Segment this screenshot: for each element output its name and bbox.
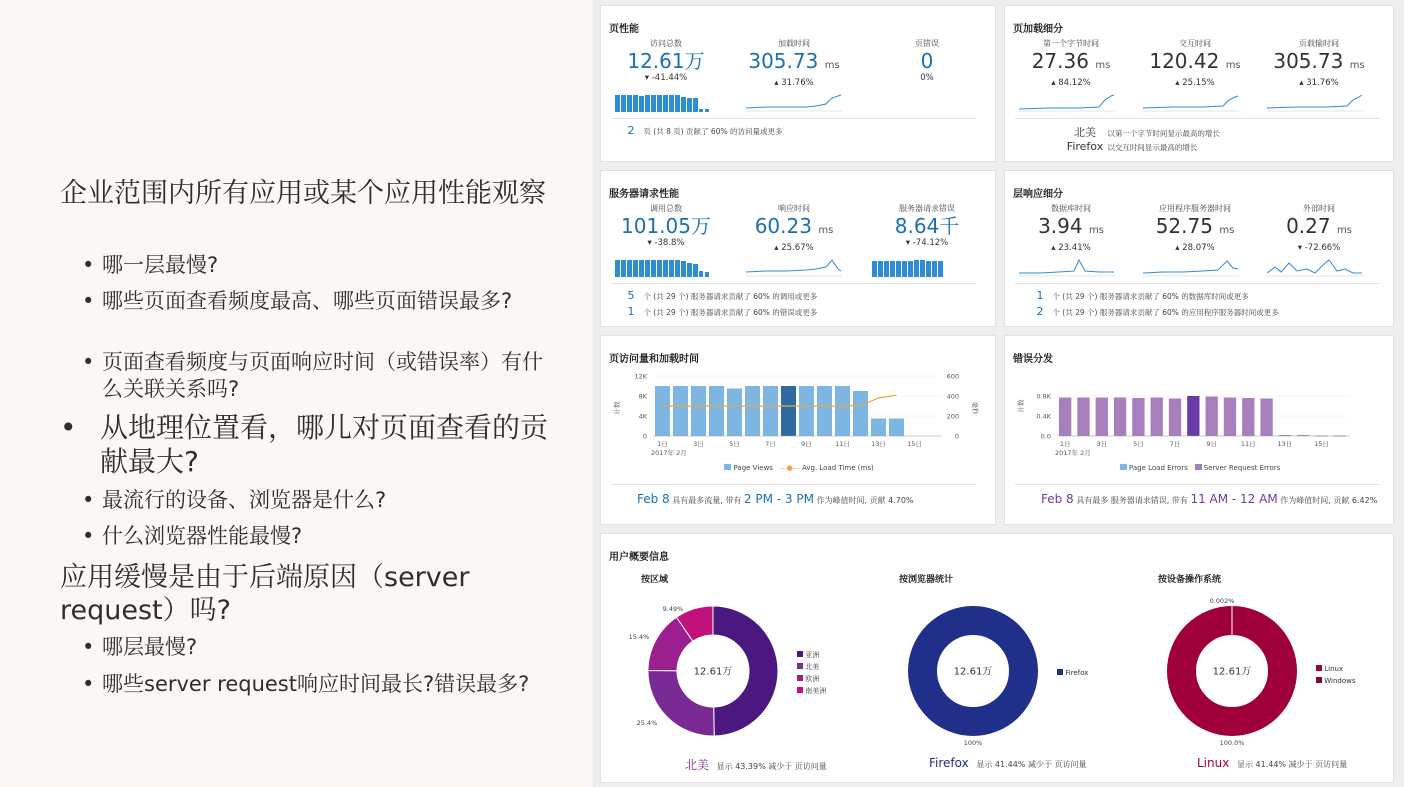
divider — [611, 118, 976, 119]
page-views-bar — [889, 419, 904, 437]
metric-value: 27.36 — [1031, 49, 1089, 73]
bullet-item: • 哪些页面查看频度最高、哪些页面错误最多? — [82, 289, 513, 313]
server-request-panel[interactable] — [600, 170, 996, 327]
page-performance-panel[interactable] — [600, 5, 996, 162]
legend-swatch — [797, 675, 803, 681]
page-views-bar — [799, 386, 814, 436]
os-legend: Linux Windows — [1316, 663, 1355, 687]
donut-center-value: 12.61万 — [693, 666, 733, 678]
peak-errors-note: Feb 8 具有最多 服务器请求错误, 带有 11 AM - 12 AM 作为峰值时间, 贡献 6.42% — [1041, 492, 1378, 506]
metric-value: 3.94 — [1038, 214, 1083, 238]
response-sparkline — [746, 257, 842, 277]
server-errors-bar — [1059, 398, 1071, 437]
x-tick-label: 13日 — [871, 440, 886, 448]
donut-center-value: 12.61万 — [1212, 666, 1252, 678]
x-tick-label: 15日 — [1314, 440, 1329, 448]
donut-slice — [648, 671, 714, 736]
heading-geography: • 从地理位置看，哪儿对页面查看的贡献最大? — [60, 411, 549, 478]
page-contribution-note: 2 页 (共 8 页) 贡献了 60% 的访问量或更多 — [627, 124, 783, 137]
page-views-bar — [673, 386, 688, 436]
divider — [611, 283, 976, 284]
server-errors-sparkbar — [872, 257, 972, 277]
page-views-bar — [853, 391, 868, 436]
bullet-item: • 哪一层最慢? — [82, 253, 219, 277]
x-tick-label: 7日 — [1169, 440, 1181, 448]
metric-ttfb: 第一个字节时间 27.36 ms ▴ 84.12% — [1031, 39, 1111, 88]
donut-center-value: 12.61万 — [953, 666, 993, 678]
server-errors-bar — [1169, 399, 1181, 437]
x-tick-label: 5日 — [1133, 440, 1144, 448]
slice-label: 25.4% — [636, 719, 658, 727]
error-distribution-panel[interactable] — [1004, 335, 1394, 525]
region-footer: 北美 显示 43.39% 减少于 页访问量 — [685, 758, 827, 772]
slide-text-area — [0, 0, 590, 787]
tier-response-panel[interactable] — [1004, 170, 1394, 327]
page-views-bar — [763, 386, 778, 436]
metric-value: 305.73 — [1273, 49, 1344, 73]
db-contribution-note: 1 个 (共 29 个) 服务器请求贡献了 60% 的数据库时间或更多 — [1036, 289, 1249, 302]
x-tick-label: 1日 — [1059, 440, 1071, 448]
y2-tick-label: 600 — [946, 372, 959, 381]
page-load-breakdown-panel[interactable] — [1004, 5, 1394, 162]
panel-title: 层响应细分 — [1013, 189, 1063, 200]
x-tick-label: 11日 — [1240, 440, 1256, 448]
metric-value: 12.61万 — [627, 49, 705, 73]
calls-sparkbar — [615, 257, 715, 277]
metric-value: 8.64千 — [894, 214, 960, 238]
metric-value: 120.42 — [1149, 49, 1220, 73]
errors-legend: Page Load Errors Server Request Errors — [1005, 464, 1395, 472]
page-views-bar — [745, 386, 760, 436]
peak-traffic-note: Feb 8 具有最多流量, 带有 2 PM - 3 PM 作为峰值时间, 贡献 4.70% — [637, 492, 914, 506]
metric-visits: 访问总数 12.61万 ▾ -41.44% — [606, 38, 726, 83]
os-donut-chart — [1140, 589, 1340, 749]
y-tick-label: 8K — [638, 392, 647, 401]
x-axis-sublabel: 2017年 2月 — [651, 449, 687, 457]
server-errors-bar — [1260, 399, 1272, 437]
metric-value: 52.75 — [1155, 214, 1213, 238]
metric-value: 60.23 — [754, 214, 812, 238]
external-sparkline — [1267, 257, 1363, 277]
errors-contribution-note: 1 个 (共 29 个) 服务器请求贡献了 60% 的错误或更多 — [627, 305, 818, 318]
metric-interactive: 交互时间 120.42 ms ▴ 25.15% — [1149, 39, 1241, 88]
x-tick-label: 7日 — [765, 440, 776, 448]
server-errors-bar — [1224, 398, 1236, 437]
metric-value: 101.05万 — [621, 214, 711, 238]
views-legend: Page Views —●— Avg. Load Time (ms) — [601, 464, 997, 472]
legend-swatch — [1057, 669, 1063, 675]
page-views-bar — [835, 386, 850, 436]
server-errors-bar — [1151, 398, 1163, 437]
page-views-bar — [655, 386, 670, 436]
panel-title: 服务器请求性能 — [609, 189, 679, 200]
apm-dashboard — [593, 0, 1404, 787]
donut-title-os: 按设备操作系统 — [1158, 575, 1222, 585]
slice-label: 100% — [963, 739, 983, 747]
divider — [1015, 118, 1380, 119]
metric-page-load: 页载输时间 305.73 ms ▴ 31.76% — [1273, 39, 1365, 88]
x-tick-label: 1日 — [657, 440, 668, 448]
page-views-bar — [727, 389, 742, 437]
server-errors-bar — [1242, 398, 1254, 436]
page-views-bar — [871, 419, 886, 437]
x-tick-label: 5日 — [729, 440, 740, 448]
x-tick-label: 3日 — [1096, 440, 1108, 448]
y2-axis-label: 毫秒 — [971, 401, 979, 415]
page-views-bar — [781, 386, 796, 436]
panel-title: 页访问量和加载时间 — [609, 354, 699, 365]
x-tick-label: 11日 — [835, 440, 850, 448]
y2-tick-label: 200 — [946, 412, 959, 421]
y2-tick-label: 0 — [954, 432, 959, 441]
metric-app-server-time: 应用程序服务器时间 52.75 ms ▴ 28.07% — [1155, 204, 1235, 253]
slice-label: 100.0% — [1219, 739, 1245, 747]
metric-external-time: 外部时间 0.27 ms ▾ -72.66% — [1286, 204, 1352, 253]
y-axis-label: 计数 — [613, 401, 621, 415]
slice-label: 15.4% — [628, 633, 650, 641]
server-errors-bar — [1096, 398, 1108, 437]
bullet-item: • 页面查看频度与页面响应时间（或错误率）有什么关联关系吗? — [82, 350, 543, 401]
legend-swatch — [797, 663, 803, 669]
y-tick-label: 0 — [642, 432, 647, 441]
heading-backend: 应用缓慢是由于后端原因（server request）吗? — [60, 562, 470, 626]
panel-title: 页性能 — [609, 24, 639, 35]
x-tick-label: 9日 — [1206, 440, 1217, 448]
growth-note-browser: Firefox 以交互时间显示最高的增长 — [1066, 140, 1198, 153]
metric-calls: 调用总数 101.05万 ▾ -38.8% — [606, 203, 726, 248]
server-errors-bar — [1132, 398, 1144, 436]
heading-enterprise-perf: 企业范围内所有应用或某个应用性能观察 — [60, 178, 546, 209]
x-axis-sublabel: 2017年 2月 — [1055, 449, 1091, 457]
ttfb-sparkline — [1019, 92, 1115, 112]
legend-swatch — [1195, 464, 1202, 470]
y-tick-label: 0.8K — [1036, 392, 1051, 401]
y-tick-label: 12K — [634, 372, 647, 381]
legend-swatch — [797, 651, 803, 657]
page-views-bar — [709, 386, 724, 436]
panel-title: 页加载细分 — [1013, 24, 1063, 35]
page-views-load-panel[interactable] — [600, 335, 996, 525]
growth-note-region: 北美 以第一个字节时间显示最高的增长 — [1074, 126, 1220, 139]
browser-donut-chart — [881, 589, 1081, 749]
server-errors-bar — [1114, 398, 1126, 437]
divider — [611, 484, 976, 485]
y-tick-label: 0.0 — [1040, 432, 1051, 441]
x-tick-label: 9日 — [801, 440, 812, 448]
panel-title: 错误分发 — [1013, 354, 1053, 365]
server-errors-bar — [1206, 397, 1218, 437]
legend-swatch — [1316, 677, 1322, 683]
y2-tick-label: 400 — [946, 392, 959, 401]
donut-title-browser: 按浏览器统计 — [899, 575, 954, 585]
page-load-sparkline — [1267, 92, 1363, 112]
metric-load-time: 加载时间 305.73 ms ▴ 31.76% — [748, 39, 840, 88]
interactive-sparkline — [1143, 92, 1239, 112]
legend-swatch — [1316, 665, 1322, 671]
metric-response-time: 响应时间 60.23 ms ▴ 25.67% — [754, 204, 834, 253]
metric-server-errors: 服务器请求错误 8.64千 ▾ -74.12% — [867, 203, 987, 248]
bullet-item: • 最流行的设备、浏览器是什么? — [82, 488, 387, 512]
bullet-item: • 哪些server request响应时间最长?错误最多? — [82, 672, 530, 696]
page-views-bar — [691, 386, 706, 436]
db-time-sparkline — [1019, 257, 1115, 277]
browser-legend: Firefox — [1057, 669, 1088, 677]
metric-value: 305.73 — [748, 49, 819, 73]
metric-value: 0.27 — [1286, 214, 1331, 238]
legend-line-icon: —●— — [779, 464, 800, 472]
metric-page-errors: 页错误 0 0% — [867, 38, 987, 83]
donut-title-region: 按区域 — [641, 575, 669, 585]
region-legend: 亚洲 北美 欧洲 南美洲 — [797, 649, 826, 697]
divider — [1015, 484, 1380, 485]
slice-label: 0.002% — [1209, 597, 1235, 605]
x-tick-label: 13日 — [1277, 440, 1293, 448]
calls-contribution-note: 5 个 (共 29 个) 服务器请求贡献了 60% 的调用或更多 — [627, 289, 818, 302]
x-tick-label: 3日 — [693, 440, 704, 448]
y-tick-label: 4K — [638, 412, 647, 421]
divider — [1015, 283, 1380, 284]
y-tick-label: 0.4K — [1036, 412, 1051, 421]
app-contribution-note: 2 个 (共 29 个) 服务器请求贡献了 60% 的应用程序服务器时间或更多 — [1036, 305, 1279, 318]
metric-db-time: 数据库时间 3.94 ms ▴ 23.41% — [1038, 204, 1104, 253]
browser-footer: Firefox 显示 41.44% 减少于 页访问量 — [929, 756, 1087, 770]
user-summary-panel[interactable] — [600, 533, 1394, 783]
metric-value: 0 — [920, 49, 934, 73]
load-time-sparkline — [746, 92, 842, 112]
visits-sparkbar — [615, 92, 715, 112]
panel-title: 用户概要信息 — [609, 552, 669, 563]
app-server-sparkline — [1143, 257, 1239, 277]
y-axis-label: 计数 — [1017, 399, 1025, 413]
region-donut-chart — [621, 589, 821, 749]
legend-swatch — [1120, 464, 1127, 470]
bullet-item: • 什么浏览器性能最慢? — [82, 524, 303, 548]
page-views-bar — [817, 386, 832, 436]
os-footer: Linux 显示 41.44% 减少于 页访问量 — [1197, 756, 1348, 770]
legend-swatch — [797, 687, 803, 693]
server-errors-bar — [1077, 398, 1089, 437]
slice-label: 9.49% — [662, 605, 684, 613]
bullet-item: • 哪层最慢? — [82, 635, 198, 659]
legend-swatch — [724, 464, 731, 470]
server-errors-bar — [1187, 396, 1199, 436]
x-tick-label: 15日 — [907, 440, 922, 448]
